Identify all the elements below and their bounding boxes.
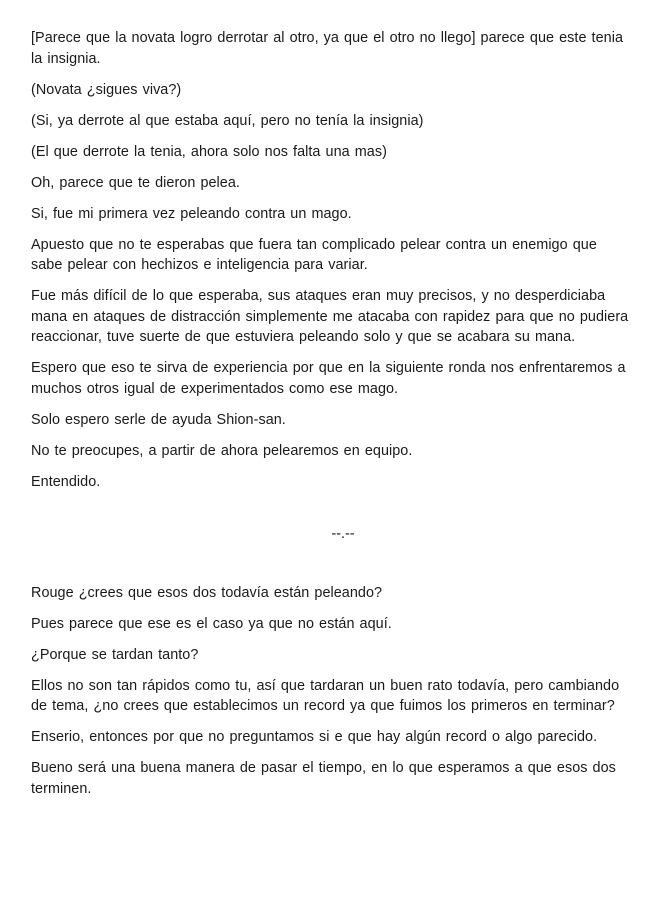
paragraph: Fue más difícil de lo que esperaba, sus ataques eran muy precisos, y no desperdiciaba mana en ataques de distracción simplemente me atacaba con rapidez para que no pudiera reaccionar, tuve suerte de que estuviera peleando solo y que se acabara su mana.: [31, 288, 629, 345]
paragraph: Pues parece que ese es el caso ya que no están aquí.: [31, 615, 392, 632]
paragraph: Rouge ¿crees que esos dos todavía están peleando?: [31, 584, 383, 601]
scene-separator: [31, 524, 633, 545]
paragraph: Espero que eso te sirva de experiencia por que en la siguiente ronda nos enfrentaremos a muchos otros igual de experimentados como ese mago.: [31, 360, 626, 397]
paragraph: Solo espero serle de ayuda Shion-san.: [31, 411, 286, 428]
paragraph: (Si, ya derrote al que estaba aquí, pero no tenía la insignia): [31, 112, 424, 129]
paragraph: Si, fue mi primera vez peleando contra un mago.: [31, 205, 352, 222]
paragraph: Ellos no son tan rápidos como tu, así que tardaran un buen rato todavía, pero cambiando de tema, ¿no crees que establecimos un record ya que fuimos los primeros en terminar?: [31, 677, 620, 714]
paragraph: ¿Porque se tardan tanto?: [31, 646, 199, 663]
scene-separator-text: --.--: [331, 526, 355, 542]
paragraph: [Parece que la novata logro derrotar al otro, ya que el otro no llego] parece que este tenia la insignia.: [31, 30, 623, 67]
paragraph: Entendido.: [31, 473, 101, 490]
paragraph: (El que derrote la tenia, ahora solo nos falta una mas): [31, 143, 387, 160]
paragraph: No te preocupes, a partir de ahora pelearemos en equipo.: [31, 442, 413, 459]
paragraph: Bueno será una buena manera de pasar el tiempo, en lo que esperamos a que esos dos terminen.: [31, 760, 616, 797]
document-page: [31, 28, 633, 810]
paragraph: (Novata ¿sigues viva?): [31, 81, 182, 98]
paragraph: Enserio, entonces por que no preguntamos si e que hay algún record o algo parecido.: [31, 729, 598, 745]
paragraph: Oh, parece que te dieron pelea.: [31, 174, 240, 191]
paragraph: Apuesto que no te esperabas que fuera tan complicado pelear contra un enemigo que sabe pelear con hechizos e inteligencia para variar.: [31, 236, 597, 273]
